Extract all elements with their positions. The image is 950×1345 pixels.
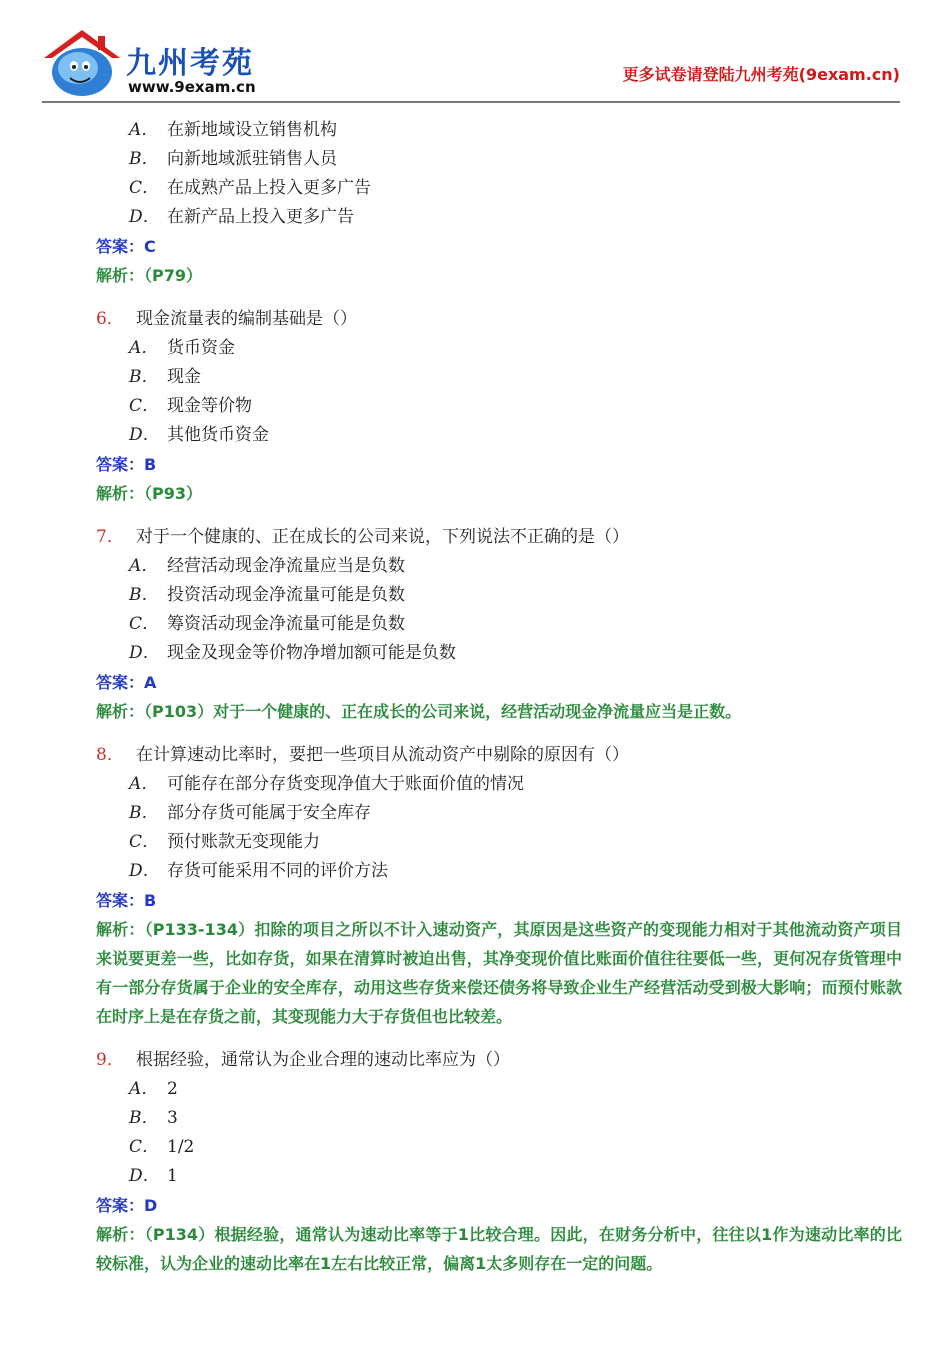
- header-site-link[interactable]: 更多试卷请登陆九州考苑(9exam.cn): [622, 65, 900, 84]
- option-d: D． 在新产品上投入更多广告: [129, 207, 354, 227]
- question-8: [96, 741, 902, 1031]
- question-list: [96, 116, 902, 1278]
- analysis: 解析：（P79）: [96, 266, 203, 285]
- option-b: B． 部分存货可能属于安全库存: [129, 803, 371, 823]
- analysis: 解析：（P103）对于一个健康的、正在成长的公司来说，经营活动现金净流量应当是正数。: [96, 702, 742, 721]
- option-a: A． 货币资金: [129, 338, 235, 358]
- question-stem: 9． 根据经验，通常认为企业合理的速动比率应为（）: [96, 1050, 510, 1070]
- option-c: C． 在成熟产品上投入更多广告: [129, 178, 371, 198]
- question-7: [96, 523, 902, 726]
- logo[interactable]: [42, 28, 302, 100]
- question-stem: 8． 在计算速动比率时，要把一些项目从流动资产中剔除的原因有（）: [96, 745, 629, 765]
- analysis: 解析：（P133-134）扣除的项目之所以不计入速动资产，其原因是这些资产的变现能力相对于其他流动资产项目来说要更差一些，比如存货，如果在清算时被迫出售，其净变现价值比账面价值往往要低一些，更何况存货管理中有一部分存货属于企业的安全库存，动用这些存货来偿还债务将导致企业生产经营活动受到极大影响；而预付账款在时序上是在存货之前，其变现能力大于存货但也比较差。: [96, 920, 902, 1026]
- analysis: 解析：（P134）根据经验，通常认为速动比率等于1比较合理。因此，在财务分析中，往往以1作为速动比率的比较标准，认为企业的速动比率在1左右比较正常，偏离1太多则存在一定的问题。: [96, 1225, 902, 1273]
- option-b: B． 3: [129, 1108, 178, 1128]
- analysis: 解析：（P93）: [96, 484, 203, 503]
- logo-name: 九州考苑: [126, 46, 254, 81]
- option-d: D． 其他货币资金: [129, 425, 269, 445]
- option-b: B． 现金: [129, 367, 201, 387]
- question-stem: 6． 现金流量表的编制基础是（）: [96, 309, 357, 329]
- option-c: C． 预付账款无变现能力: [129, 832, 320, 852]
- option-c: C． 1/2: [129, 1137, 195, 1157]
- question-stem: 7． 对于一个健康的、正在成长的公司来说，下列说法不正确的是（）: [96, 527, 629, 547]
- answer: 答案：C: [96, 237, 156, 256]
- question-9: [96, 1046, 902, 1278]
- option-c: C． 现金等价物: [129, 396, 252, 416]
- question-6: [96, 305, 902, 508]
- logo-house-icon: [42, 28, 122, 100]
- option-d: D． 存货可能采用不同的评价方法: [129, 861, 388, 881]
- answer: 答案：D: [96, 1196, 158, 1215]
- answer: 答案：A: [96, 673, 157, 692]
- header-divider: [42, 101, 900, 103]
- answer: 答案：B: [96, 891, 157, 910]
- option-d: D． 1: [129, 1166, 178, 1186]
- option-a: A． 经营活动现金净流量应当是负数: [129, 556, 405, 576]
- option-d: D． 现金及现金等价物净增加额可能是负数: [129, 643, 456, 663]
- option-a: A． 可能存在部分存货变现净值大于账面价值的情况: [129, 774, 524, 794]
- option-a: A． 2: [129, 1079, 178, 1099]
- question-5: [96, 116, 902, 290]
- answer: 答案：B: [96, 455, 157, 474]
- option-b: B． 投资活动现金净流量可能是负数: [129, 585, 405, 605]
- option-b: B． 向新地域派驻销售人员: [129, 149, 337, 169]
- option-c: C． 筹资活动现金净流量可能是负数: [129, 614, 405, 634]
- page-header: [42, 28, 900, 104]
- option-a: A． 在新地域设立销售机构: [129, 120, 337, 140]
- logo-url: www.9exam.cn: [128, 78, 256, 96]
